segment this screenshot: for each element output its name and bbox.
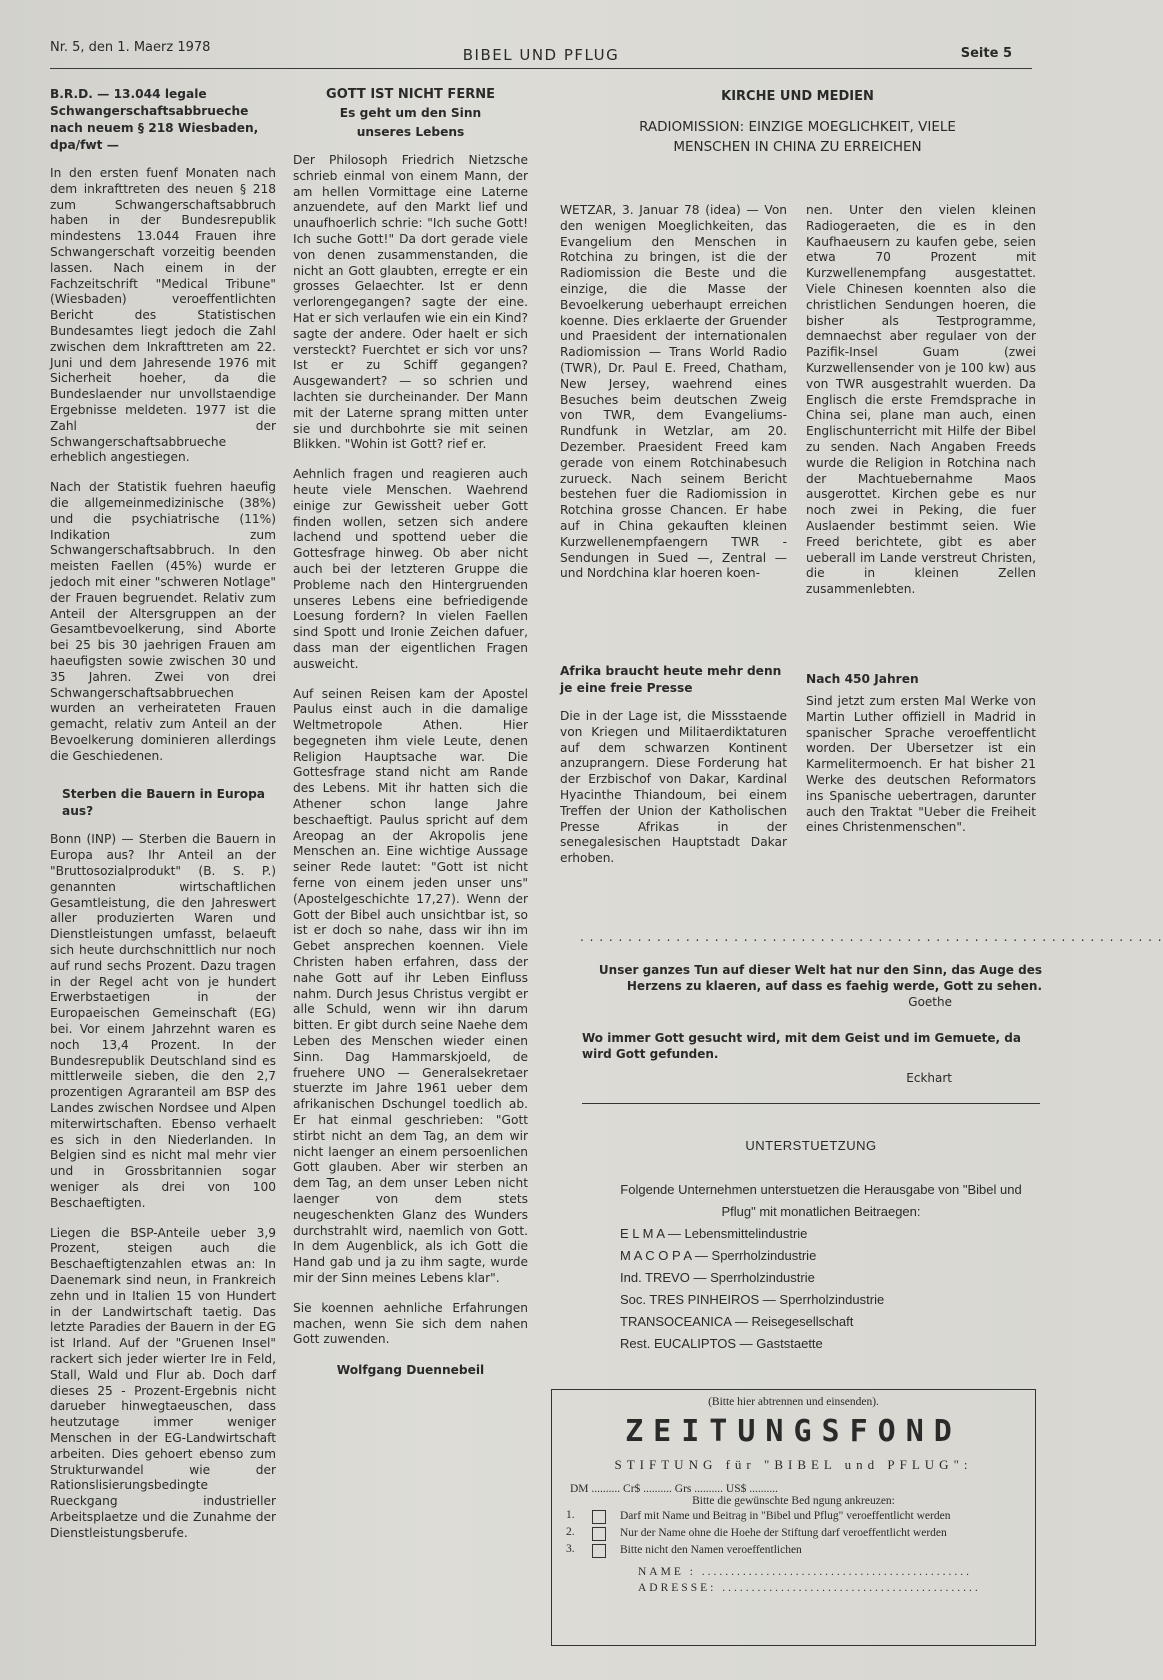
sponsor-item: Soc. TRES PINHEIROS — Sperrholzindustrie xyxy=(620,1292,885,1307)
divider-rule xyxy=(582,1103,1040,1104)
support-section xyxy=(582,1138,1040,1355)
quote-text: Unser ganzes Tun auf dieser Welt hat nur den Sinn, das Auge des Herzens zu klaeren, auf dass es faehig werde, Gott zu sehen. xyxy=(598,963,1042,993)
page-header xyxy=(50,38,1032,69)
article-heading-luther: Nach 450 Jahren xyxy=(806,672,919,686)
kirche-section xyxy=(560,88,1035,167)
article-author: Wolfgang Duennebeil xyxy=(336,1363,485,1378)
option-label: Nur der Name ohne die Hoehe der Stiftung darf veroeffentlicht werden xyxy=(620,1527,947,1539)
amount-field[interactable]: DM .......... Cr$ .......... Grs .......... US$ .......... xyxy=(570,1483,778,1495)
quote-goethe xyxy=(582,962,1042,1010)
coupon-title: ZEITUNGSFOND xyxy=(625,1414,962,1449)
article-subheading: Es geht um den Sinn xyxy=(339,106,482,120)
article-paragraph: Sind jetzt zum ersten Mal Werke von Martin Luther offiziell in Madrid in spanischer Sprache veroeffentlicht worden. Der Ubersetzer ist ein Karmelitermoench. Er hat bisher 21 Werke des deutschen Reformators ins Spanische uebertragen, darunter auch den Traktat "Ueber die Freiheit eines Christenmenschen". xyxy=(806,694,1036,835)
option-number: 2. xyxy=(566,1526,575,1538)
article-paragraph: WETZAR, 3. Januar 78 (idea) — Von den wenigen Moeglichkeiten, das Evangelium den Menschen in Rotchina zu bringen, ist die der Radiomission die Beste und die einzige, die die Masse der Bevoelkerung ueberhaupt erreichen koenne. Dies erklaerte der Gruender und Praesident der internationalen Radiomission — Trans World Radio (TWR), Dr. Paul E. Freed, Chatham, New Jersey, waehrend eines Besuches beim deutschen Zweig von TWR, dem Evangeliums-Rundfunk in Wetzlar, am 20. Dezember. Praesident Freed kam gerade von einem Rotchinabesuch zurueck. Nach seinem Bericht bestehen fuer die Radiomission in Rotchina grosse Chancen. Er habe auf in China gekauften kleinen Kurzwellenempfaengern TWR - Sendungen in Sued —, Zentral — und Nordchina klar hoeren koen- xyxy=(560,203,787,581)
radiomission-left xyxy=(560,203,787,596)
article-paragraph: In den ersten fuenf Monaten nach dem inkrafttreten des neuen § 218 zum Schwangerschaftsabbruch haben in der Bundesrepublik mindestens 13.044 Frauen ihre Schwangerschaft vorzeitig beenden lassen. Nach einem in der Fachzeitschrift "Medical Tribune" (Wiesbaden) veroeffentlichten Bericht des Statistischen Bundesamtes liegt jedoch die Zahl zwischen dem Inkrafttreten am 22. Juni und dem Jahresende 1976 mit Sicherheit hoeher, da die Bundeslaender nur unvollstaendige Ergebnisse meldeten. 1977 ist die Zahl der Schwangerschaftsabbrueche erheblich angestiegen. xyxy=(50,166,276,465)
article-heading-brd: B.R.D. — 13.044 legale Schwangerschaftsabbrueche nach neuem § 218 Wiesbaden, dpa/fwt — xyxy=(50,87,259,152)
quote-author: Eckhart xyxy=(906,1071,952,1085)
article-heading-gott: GOTT IST NICHT FERNE xyxy=(326,87,495,102)
article-heading-afrika: Afrika braucht heute mehr denn je eine freie Presse xyxy=(560,664,782,695)
coupon-option-1 xyxy=(566,1509,1035,1524)
dotted-divider: . . . . . . . . . . . . . . . . . . . . . . . . . . . . . . . . . . . . . . . . . . . . . . . . . . . . . . . . . . . . . xyxy=(580,930,1163,944)
checkbox[interactable] xyxy=(592,1527,606,1541)
option-number: 3. xyxy=(566,1543,575,1555)
afrika-article xyxy=(560,663,787,881)
sponsor-item: E L M A — Lebensmittelindustrie xyxy=(620,1226,808,1241)
checkbox[interactable] xyxy=(592,1544,606,1558)
coupon-foundation: STIFTUNG für "BIBEL und PFLUG": xyxy=(614,1457,973,1472)
article-paragraph: Nach der Statistik fuehren haeufig die allgemeinmedizinische (38%) und die psychiatrische (11%) Indikation zum Schwangerschaftsabbruch. In den meisten Faellen (45%) wurde er jedoch mit einer "schweren Notlage" der Frauen begruendet. Relativ zum Anteil der Altersgruppen an der Gesamtbevoelkerung, sind Aborte bei 25 bis 30 jaehrigen Frauen am haeufigsten sowie zwischen 30 und 35 Jahren. Zwei von drei Schwangerschaftsabbruechen wurden an verheirateten Frauen gemacht, relativ zum Anteil an der Bevoelkerung dominieren allerdings die Geschiedenen. xyxy=(50,480,276,763)
name-field[interactable]: NAME : .............................................. xyxy=(638,1566,973,1578)
article-paragraph: Die in der Lage ist, die Missstaende von Kriegen und Militaerdiktaturen auf dem schwarzen Kontinent anzuprangern. Diese Forderung hat der Erzbischof von Dakar, Kardinal Hyacinthe Thiandoum, bei einem Treffen der Union der Katholischen Presse Afrikas in der senegalesischen Hauptstadt Dakar erhoben. xyxy=(560,709,787,866)
address-field[interactable]: ADRESSE: ............................................ xyxy=(638,1582,981,1594)
option-label: Darf mit Name und Beitrag in "Bibel und Pflug" veroeffentlicht werden xyxy=(620,1510,951,1522)
newspaper-title: BIBEL UND PFLUG xyxy=(462,46,620,64)
sponsor-item: Rest. EUCALIPTOS — Gaststaette xyxy=(620,1336,823,1351)
article-paragraph: Auf seinen Reisen kam der Apostel Paulus einst auch in die damalige Weltmetropole Athen. Hier begegneten ihm viele Leute, denen Religion Hauptsache war. Die Gottesfrage stand nicht am Rande des Lebens. Mit ihr hatten sich die Athener schon lange Jahre beschaeftigt. Paulus spricht auf dem Areopag an der Akropolis jene Menschen an. Eine wichtige Aussage seiner Rede lautet: "Gott ist nicht ferne von einem jeden unser uns" (Apostelgeschichte 17,27). Wenn der Gott der Bibel auch unsichtbar ist, so ist er doch so nahe, dass wir ihn im Gebet ansprechen koennen. Viele Christen haben erfahren, dass der nahe Gott auf ihr Leben Einfluss nahm. Durch Jesus Christus vergibt er alle Schuld, wenn wir ihn darum bitten. Er gibt durch seine Naehe dem Leben des Menschen wieder einen Sinn. Dag Hammarskjoeld, de fruehere UNO — Generalsekretaer stuerzte im Jahre 1961 ueber dem afrikanischen Dschungel toedlich ab. Er hat einmal geschrieben: "Gott stirbt nicht an dem Tag, an dem wir nicht laenger an einem persoenlichen Gott glauben. Aber wir sterben an dem Tag, an dem unser Leben nicht laenger von dem stets neugeschenkten Glanz des Wunders durchstrahlt wird, naemlich von Gott. In dem Augenblick, als ich Gott die Hand gab und ja zu ihm sagte, wurde mir der Sinn meines Lebens klar". xyxy=(293,686,528,1285)
column-middle xyxy=(293,86,528,1391)
article-paragraph: Aehnlich fragen und reagieren auch heute viele Menschen. Waehrend einige zur Gewissheit ueber Gott finden wollen, setzen sich andere lachend und spottend ueber die Gottesfrage hinweg. Ob aber nicht auch bei der letzteren Gruppe die Probleme nach den Hintergruenden unseres Lebens eine befriedigende Loesung fordern? In vielen Faellen sind Spott und Ironie Zeichen dafuer, dass man der eigentlichen Fragen ausweicht. xyxy=(293,467,528,671)
luther-article xyxy=(806,671,1036,850)
quote-author: Goethe xyxy=(908,995,952,1009)
article-paragraph: Der Philosoph Friedrich Nietzsche schrieb einmal von einem Mann, der am hellen Vormittage eine Laterne anzuendete, auf den Markt lief und unaufhoerlich schrie: "Ich suche Gott! Ich suche Gott!" Da dort gerade viele von denen zusammenstanden, die nicht an Gott glaubten, erregte er ein grosses Gelaechter. Ist er denn verlorengegangen? sagte der eine. Hat er sich verlaufen wie ein ein Kind? sagte der andere. Oder haelt er sich versteckt? Fuerchtet er sich vor uns? Ist er zu Schiff gegangen? Ausgewandert? — so schrien und lachten sie durcheinander. Der Mann mit der Laterne sprang mitten unter sie und durchbohrte sie mit seinen Blikken. "Wohin ist Gott? rief er. xyxy=(293,153,528,452)
option-label: Bitte nicht den Namen veroeffentlichen xyxy=(620,1544,802,1556)
quote-eckhart xyxy=(582,1030,1042,1086)
page-number: Seite 5 xyxy=(960,46,1012,61)
issue-date: Nr. 5, den 1. Maerz 1978 xyxy=(50,40,211,55)
article-paragraph: nen. Unter den vielen kleinen Radiogeraeten, die es in den Kaufhaeusern zu kaufen gebe, seien etwa 70 Prozent mit Kurzwellenempfang ausgestattet. Viele Chinesen koennten also die christlichen Sendungen hoeren, die bisher als Testprogramme, demnaechst aber regulaer von der Pazifik-Insel Guam (zwei Kurzwellensender von je 100 kw) aus von TWR ausgestrahlt wuerden. Da Englisch die erste Fremdsprache in China sei, plane man auch, einen Englischunterricht mit Hilfe der Bibel zu senden. Nach Angaben Freeds wurde die Religion in Rotchina nach der Machtuebernahme Maos ausgerottet. Kirchen gebe es nur noch zwei in Peking, die fuer Auslaender bestimmt seien. Wie Freed berichtete, gibt es aber ueberall im Lande verstreut Christen, die in kleinen Zellen zusammenlebten. xyxy=(806,203,1036,597)
article-title-radiomission: RADIOMISSION: EINZIGE MOEGLICHKEIT, VIELE MENSCHEN IN CHINA ZU ERREICHEN xyxy=(639,119,956,155)
article-subheading: unseres Lebens xyxy=(356,125,465,139)
coupon-instruction: (Bitte hier abtrennen und einsenden). xyxy=(708,1396,879,1408)
support-title: UNTERSTUETZUNG xyxy=(745,1138,877,1153)
coupon-question: Bitte die gewünschte Bed ngung ankreuzen: xyxy=(692,1495,895,1507)
article-paragraph: Sie koennen aehnliche Erfahrungen machen, wenn Sie sich dem nahen Gott zuwenden. xyxy=(293,1300,528,1347)
coupon-option-3 xyxy=(566,1543,1035,1558)
checkbox[interactable] xyxy=(592,1510,606,1524)
sponsor-item: Ind. TREVO — Sperrholzindustrie xyxy=(620,1270,815,1285)
quote-text: Wo immer Gott gesucht wird, mit dem Geist und im Gemuete, da wird Gott gefunden. xyxy=(582,1031,1021,1061)
support-intro: Folgende Unternehmen unterstuetzen die Herausgabe von "Bibel und Pflug" mit monatlichen Beitraegen: xyxy=(620,1182,1022,1219)
article-heading-bauern: Sterben die Bauern in Europa aus? xyxy=(62,787,266,819)
coupon-option-2 xyxy=(566,1526,1035,1541)
donation-coupon xyxy=(551,1389,1036,1646)
option-number: 1. xyxy=(566,1509,575,1521)
column-left xyxy=(50,86,276,1556)
section-heading: KIRCHE UND MEDIEN xyxy=(721,89,874,104)
sponsor-item: TRANSOCEANICA — Reisegesellschaft xyxy=(620,1314,854,1329)
article-paragraph: Liegen die BSP-Anteile ueber 3,9 Prozent, steigen auch die Beschaeftigtenzahlen etwas an: In Daenemark sind neun, in Frankreich zehn und in Italien 15 von Hundert in der Landwirtschaft taetig. Das letzte Paradies der Bauern in der EG ist Irland. Auf der "Gruenen Insel" rackert sich jeder wierter Ire in Feld, Stall, Wald und Flur ab. Doch darf dieses 25 - Prozent-Ergebnis nicht darueber hinwegtaeuschen, dass heutzutage immer weniger Menschen in der EG-Landwirtschaft arbeiten. Dies gehoert ebenso zum Strukturwandel wie der Rationslisierungsbedingte Rueckgang industrieller Arbeitsplaetze und die Zunahme der Dienstleistungsberufe. xyxy=(50,1225,276,1540)
radiomission-right xyxy=(806,203,1036,612)
article-paragraph: Bonn (INP) — Sterben die Bauern in Europa aus? Ihr Anteil an der "Bruttosozialprodukt" (B. S. P.) genannten wirtschaftlichen Gesamtleistung, die den Jahreswert aller produzierten Waren und Dienstleistungen umfasst, belaeuft sich heute durchschnittlich nur noch auf rund sechs Prozent. Dazu tragen in der Regel acht von je hundert Erwerbstaetigen in der Europaeischen Gemeinschaft (EG) bei. Vor einem Jahrzehnt waren es noch 13,4 Prozent. In der Bundesrepublik Deutschland sind es mittlerweile sieben, die den 2,7 prozentigen Agraranteil am BSP des Landes zwischen Nordsee und Alpen miterwirtschaften. Ebenso verhaelt es sich in den Niederlanden. In Belgien sind es nicht mal mehr vier und in Grossbritannien sogar weniger als drei von 100 Beschaeftigten. xyxy=(50,832,276,1210)
sponsor-item: M A C O P A — Sperrholzindustrie xyxy=(620,1248,817,1263)
